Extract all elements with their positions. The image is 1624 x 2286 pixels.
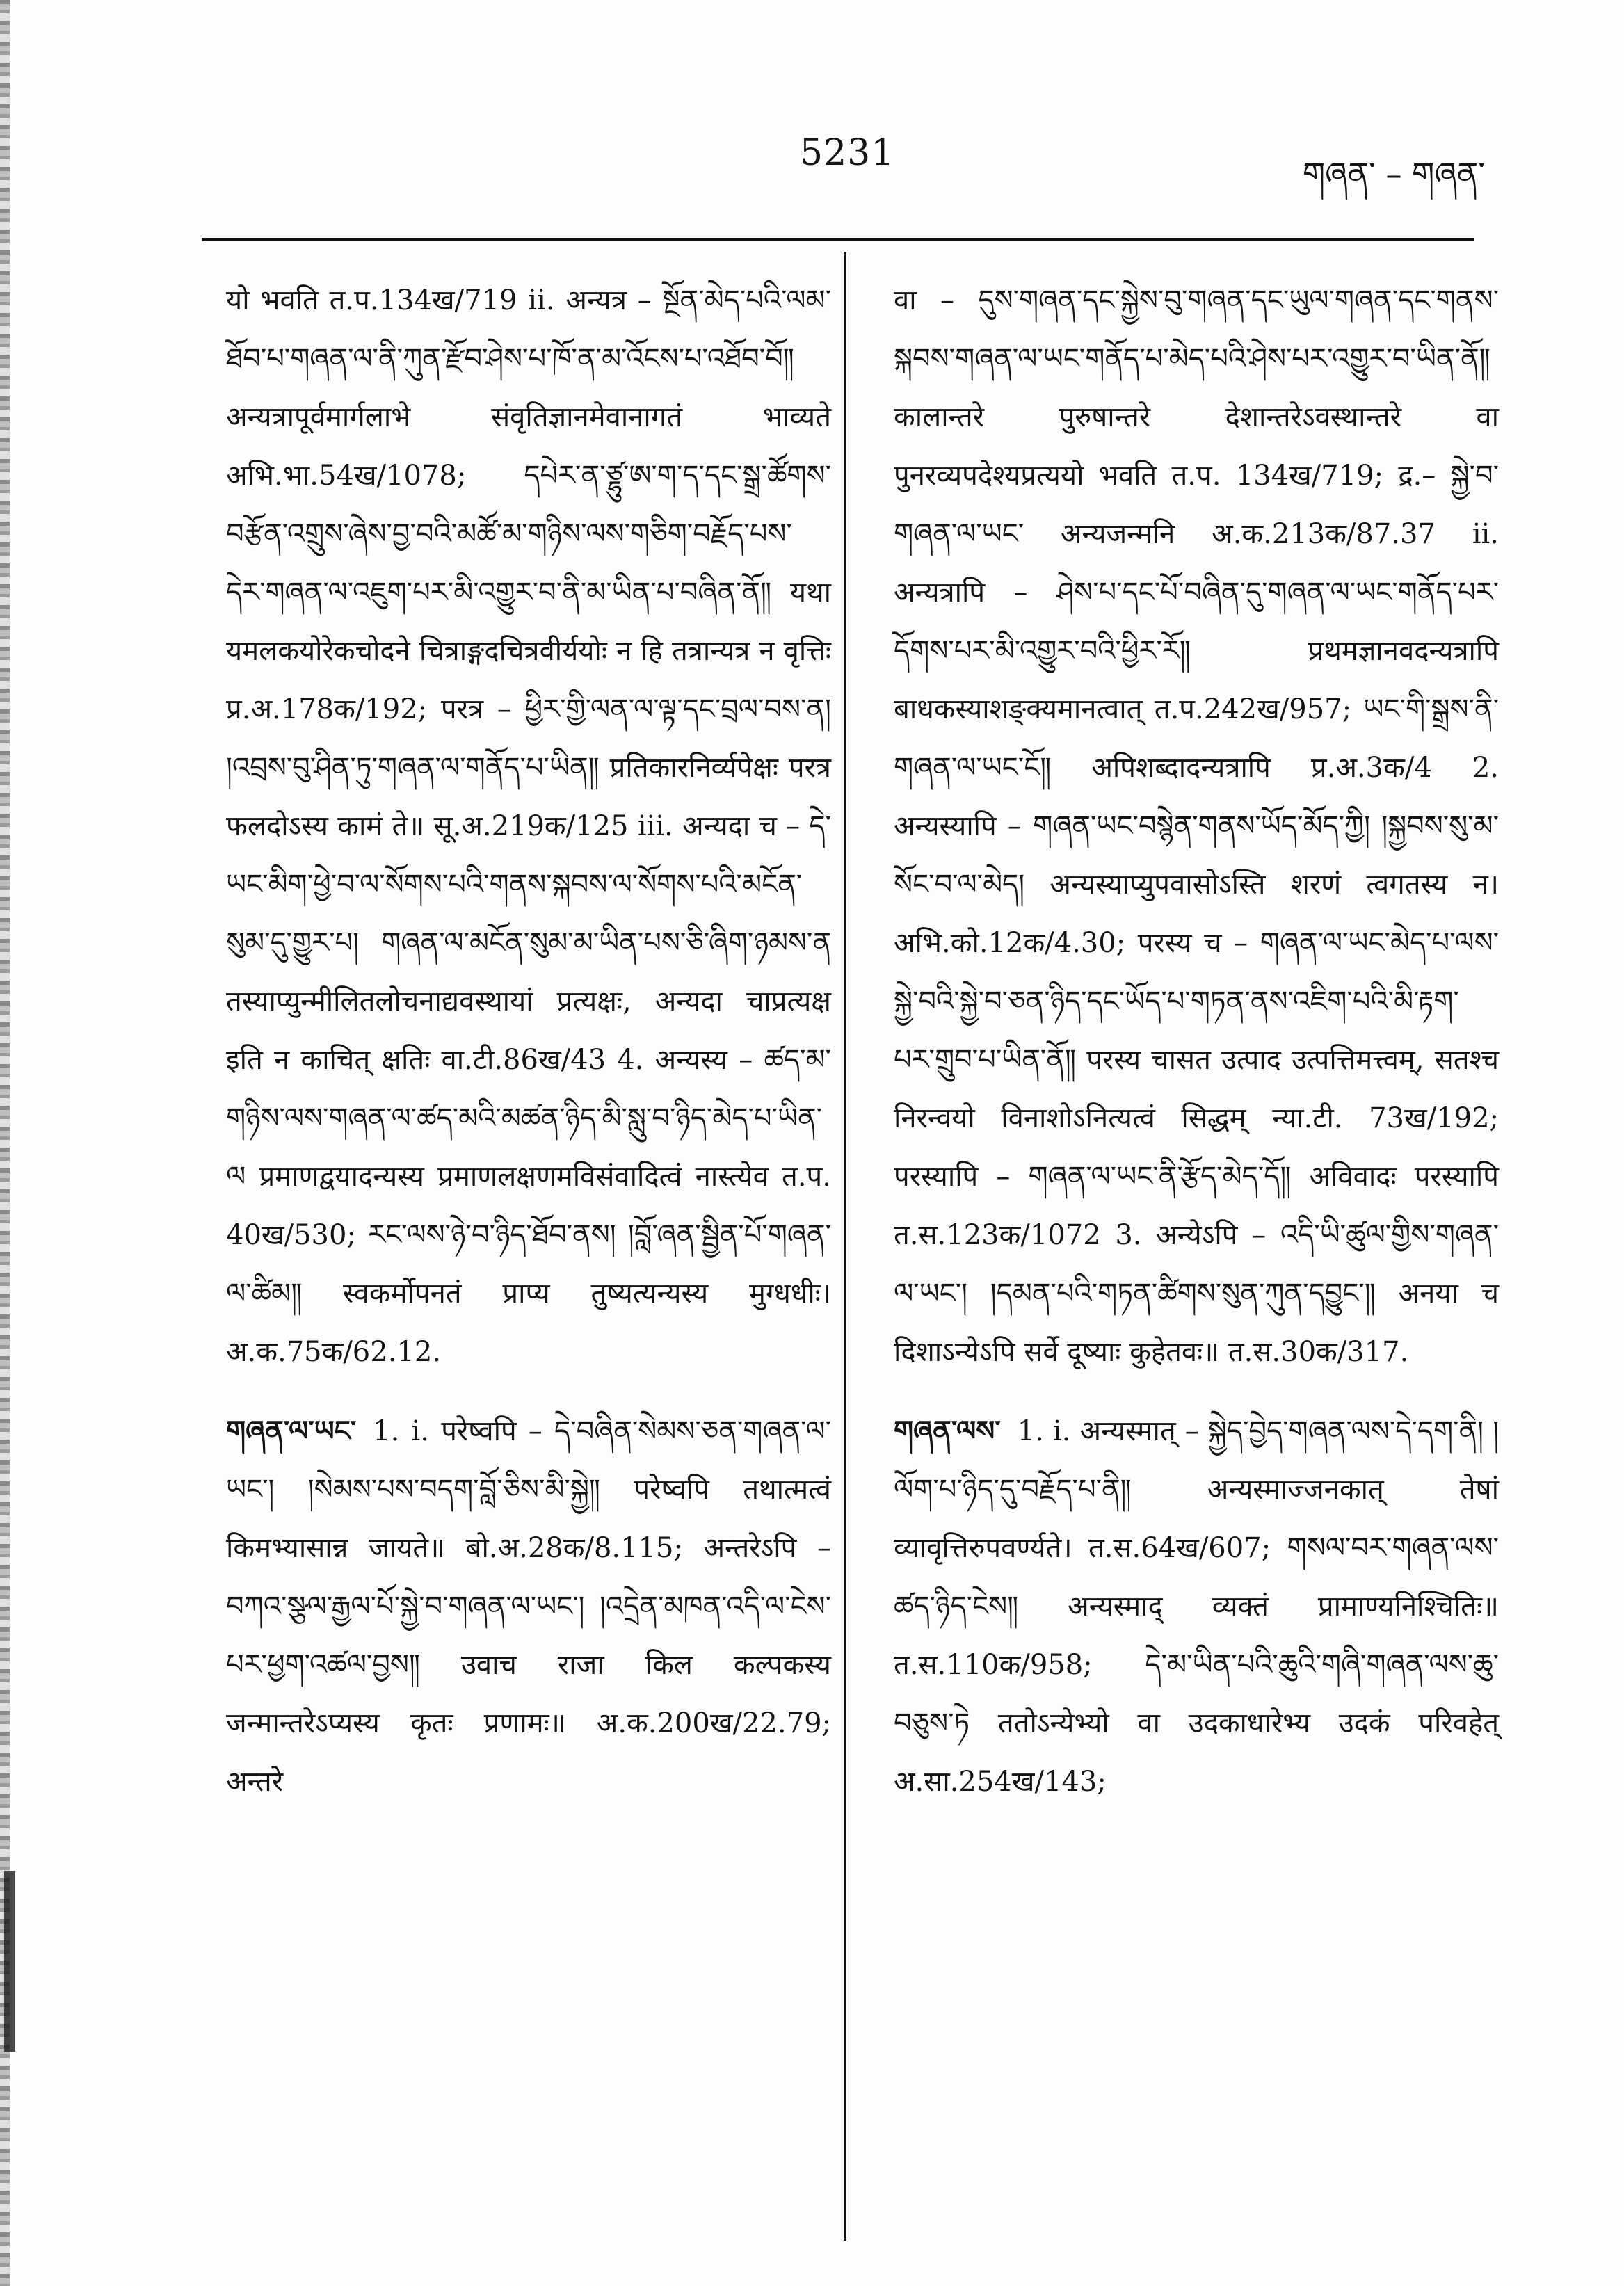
- left-entry-body: 1. i. परेष्वपि – དེ་བཞིན་སེམས་ཅན་གཞན་ལ་ཡང་། །སེམས་པས་བདག་བློ་ཅིས་མི་སྐྱེ༎ परेष्वपि तथात्मत्वं किमभ्यासान्न जायते॥ बो.अ.28क/8.115; अन्तरेऽपि – བཀའ་སྩལ་རྒྱལ་པོ་སྐྱེ་བ་གཞན་ལ་ཡང་། །འདྲེན་མཁན་འདི་ལ་ངེས་པར་ཕྱག་འཚལ་བྱས༎ उवाच राजा किल कल्पकस्य जन्मान्तरेऽप्यस्य कृतः प्रणामः॥ अ.क.200ख/22.79; अन्तरे: [226, 1415, 831, 1798]
- right-column: [894, 271, 1499, 1832]
- left-paragraph-1: यो भवति त.प.134ख/719 ii. अन्यत्र – སྔོན་མེད་པའི་ལམ་ཐོབ་པ་གཞན་ལ་ནི་ཀུན་རྫོབ་ཤེས་པ་ཁོ་ན་མ་འོངས་པ་འཐོབ་བོ༎ अन्यत्रापूर्वमार्गलाभे संवृतिज्ञानमेवानागतं भाव्यते अभि.भा.54ख/1078; དཔེར་ན་ཙྷུ་ཨ་ག་ད་དང་སྒྲ་ཚོགས་བརྩོན་འགྲུས་ཞེས་བྱ་བའི་མཚོ་མ་གཉིས་ལས་གཅིག་བརྗོད་པས་དེར་གཞན་ལ་འཇུག་པར་མི་འགྱུར་བ་ནི་མ་ཡིན་པ་བཞིན་ནོ༎ यथा यमलकयोरेकचोदने चित्राङ्गदचित्रवीर्ययोः न हि तत्रान्यत्र न वृत्तिः प्र.अ.178क/192; परत्र – ཕྱིར་གྱི་ལན་ལ་ལྟ་དང་བྲལ་བས་ན། །འབྲས་བུ་ཤིན་ཏུ་གཞན་ལ་གནོད་པ་ཡིན༎ प्रतिकारनिर्व्यपेक्षः परत्र फलदोऽस्य कामं ते॥ सू.अ.219क/125 iii. अन्यदा च – དེ་ཡང་མིག་ཕྱེ་བ་ལ་སོགས་པའི་གནས་སྐབས་ལ་སོགས་པའི་མངོན་སུམ་དུ་གྱུར་པ། གཞན་ལ་མངོན་སུམ་མ་ཡིན་པས་ཅི་ཞིག་ཉམས་ན तस्याप्युन्मीलितलोचनाद्यवस्थायां प्रत्यक्षः, अन्यदा चाप्रत्यक्ष इति न काचित् क्षतिः वा.टी.86ख/43 4. अन्यस्य – ཚད་མ་གཉིས་ལས་གཞན་ལ་ཚད་མའི་མཚན་ཉིད་མི་སླུ་བ་ཉིད་མེད་པ་ཡིན་ལ प्रमाणद्वयादन्यस्य प्रमाणलक्षणमविसंवादित्वं नास्त्येव त.प. 40ख/530; རང་ལས་ཉེ་བ་ཉིད་ཐོབ་ནས། །བློ་ཞན་སྦྱིན་པོ་གཞན་ལ་ཚིམ༎ स्वकर्मोपनतं प्राप्य तुष्यत्यन्यस्य मुग्धधीः। अ.क.75क/62.12.: [226, 284, 831, 1368]
- header-rule: [202, 238, 1474, 241]
- left-entry: [226, 1402, 831, 1811]
- page-number: 5231: [800, 132, 895, 174]
- left-entry-headword: གཞན་ལ་ཡང་: [226, 1415, 357, 1447]
- right-entry-headword: གཞན་ལས་: [894, 1415, 1001, 1447]
- left-column: [226, 271, 831, 1832]
- running-head: གཞན་ – གཞན་: [1302, 155, 1485, 193]
- column-divider: [844, 252, 846, 2241]
- right-entry: [894, 1402, 1499, 1811]
- right-entry-body: 1. i. अन्यस्मात् – སྐྱེད་བྱེད་གཞན་ལས་དེ་དག་ནི། །ལོག་པ་ཉིད་དུ་བརྗོད་པ་ནི༎ अन्यस्माज्जनकात् तेषां व्यावृत्तिरुपवर्ण्यते। त.स.64ख/607; གསལ་བར་གཞན་ལས་ཚད་ཉིད་ངེས༎ अन्यस्माद् व्यक्तं प्रामाण्यनिश्चितिः॥ त.स.110क/958; དེ་མ་ཡིན་པའི་ཆུའི་གཞི་གཞན་ལས་ཆུ་བཅུས་ཏེ ततोऽन्येभ्यो वा उदकाधारेभ्य उदकं परिवहेत् अ.सा.254ख/143;: [894, 1415, 1499, 1798]
- right-paragraph-1: वा – དུས་གཞན་དང་སྐྱེས་བུ་གཞན་དང་ཡུལ་གཞན་དང་གནས་སྐབས་གཞན་ལ་ཡང་གནོད་པ་མེད་པའི་ཤེས་པར་འགྱུར་བ་ཡིན་ནོ༎ कालान्तरे पुरुषान्तरे देशान्तरेऽवस्थान्तरे वा पुनरव्यपदेश्यप्रत्ययो भवति त.प. 134ख/719; द्र.– སྐྱེ་བ་གཞན་ལ་ཡང་ अन्यजन्मनि अ.क.213क/87.37 ii. अन्यत्रापि – ཤེས་པ་དང་པོ་བཞིན་དུ་གཞན་ལ་ཡང་གནོད་པར་དོགས་པར་མི་འགྱུར་བའི་ཕྱིར་རོ༎ प्रथमज्ञानवदन्यत्रापि बाधकस्याशङ्क्यमानत्वात् त.प.242ख/957; ཡང་གི་སྒྲས་ནི་གཞན་ལ་ཡང་ངོ༎ अपिशब्दादन्यत्रापि प्र.अ.3क/4 2. अन्यस्यापि – གཞན་ཡང་བསྙེན་གནས་ཡོད་མོད་ཀྱི། །སྐྱབས་སུ་མ་སོང་བ་ལ་མེད། अन्यस्याप्युपवासोऽस्ति शरणं त्वगतस्य न। अभि.को.12क/4.30; परस्य च – གཞན་ལ་ཡང་མེད་པ་ལས་སྐྱེ་བའི་སྐྱེ་བ་ཅན་ཉིད་དང་ཡོད་པ་གཏན་ནས་འཇིག་པའི་མི་རྟག་པར་གྲུབ་པ་ཡིན་ནོ༎ परस्य चासत उत्पाद उत्पत्तिमत्त्वम्, सतश्च निरन्वयो विनाशोऽनित्यत्वं सिद्धम् न्या.टी. 73ख/192; परस्यापि – གཞན་ལ་ཡང་ནི་རྩོད་མེད་དོ༎ अविवादः परस्यापि त.स.123क/1072 3. अन्येऽपि – འདི་ཡི་ཚུལ་གྱིས་གཞན་ལ་ཡང་། །དམན་པའི་གཏན་ཚིགས་སུན་ཀུན་དབྱུང་༎ अनया च दिशाऽन्येऽपि सर्वे दूष्याः कुहेतवः॥ त.स.30क/317.: [894, 284, 1499, 1368]
- scan-edge-mark: [4, 1871, 15, 2052]
